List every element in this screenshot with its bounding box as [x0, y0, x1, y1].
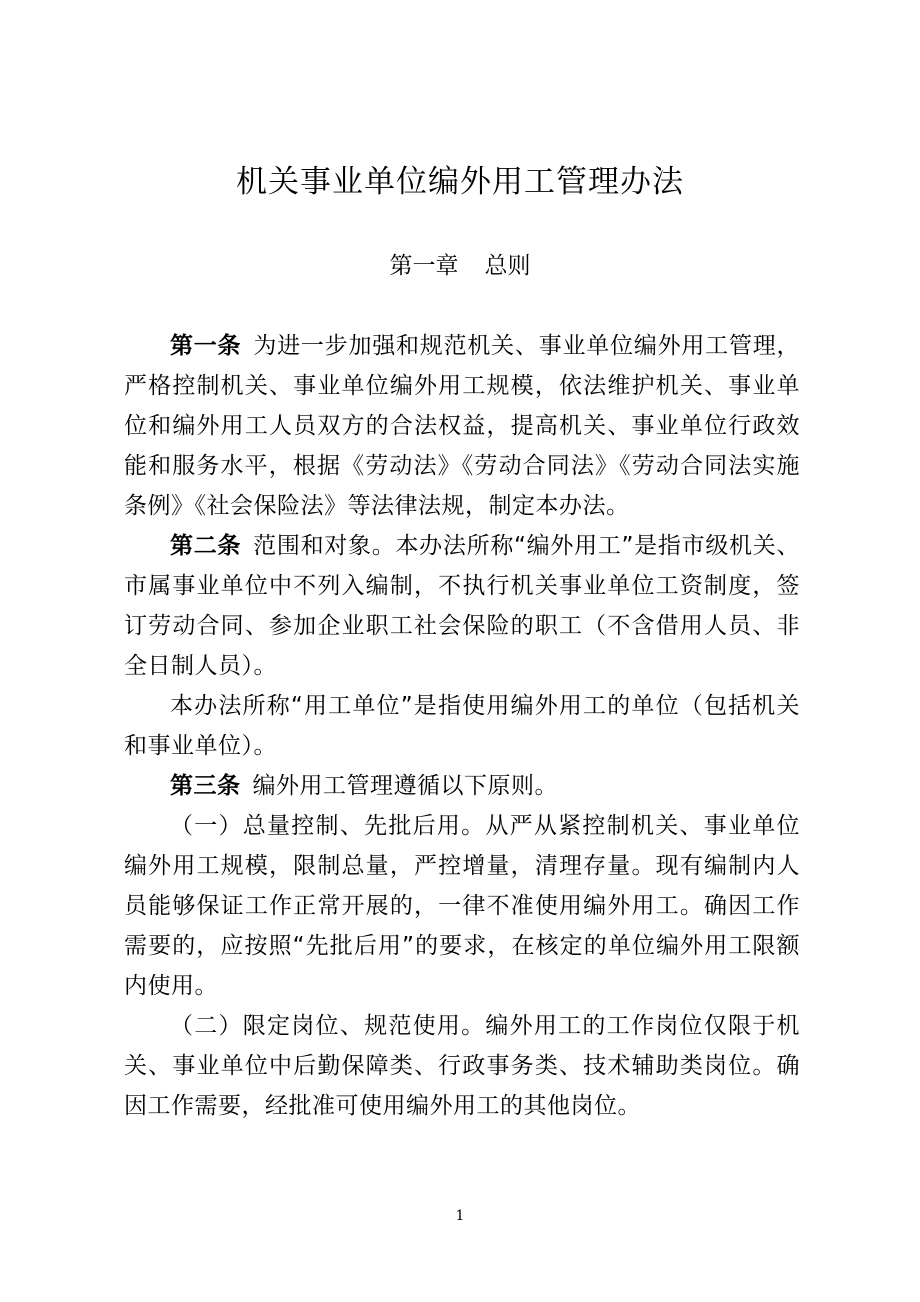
paragraph-principle-2 — [124, 1006, 800, 1126]
paragraph-employer-definition — [124, 686, 800, 766]
document-body — [124, 326, 800, 1126]
page-number: 1 — [455, 1208, 465, 1224]
paragraph-text: （一）总量控制、先批后用。从严从紧控制机关、事业单位编外用工规模，限制总量，严控增量，清理存量。现有编制内人员能够保证工作正常开展的，一律不准使用编外用工。确因工作需要的，应按照“先批后用”的要求，在核定的单位编外用工限额内使用。 — [124, 813, 800, 999]
paragraph-article-1 — [124, 326, 800, 526]
paragraph-article-3 — [124, 766, 800, 806]
paragraph-text: 本办法所称“用工单位”是指使用编外用工的单位（包括机关和事业单位）。 — [124, 693, 800, 759]
chapter-name: 总则 — [484, 253, 531, 279]
paragraph-text: （二）限定岗位、规范使用。编外用工的工作岗位仅限于机关、事业单位中后勤保障类、行政事务类、技术辅助类岗位。确因工作需要，经批准可使用编外用工的其他岗位。 — [124, 1013, 800, 1119]
document-title: 机关事业单位编外用工管理办法 — [236, 164, 684, 200]
paragraph-text: 为进一步加强和规范机关、事业单位编外用工管理，严格控制机关、事业单位编外用工规模，依法维护机关、事业单位和编外用工人员双方的合法权益，提高机关、事业单位行政效能和服务水平，根据《劳动法》《劳动合同法》《劳动合同法实施条例》《社会保险法》等法律法规，制定本办法。 — [124, 333, 801, 519]
paragraph-text: 范围和对象。本办法所称“编外用工”是指市级机关、市属事业单位中不列入编制，不执行机关事业单位工资制度，签订劳动合同、参加企业职工社会保险的职工（不含借用人员、非全日制人员）。 — [124, 533, 800, 679]
article-number: 第一条 — [170, 333, 242, 359]
article-number: 第二条 — [170, 533, 242, 559]
chapter-heading — [0, 248, 920, 284]
paragraph-article-2 — [124, 526, 800, 686]
paragraph-principle-1 — [124, 806, 800, 1006]
article-number: 第三条 — [170, 773, 241, 799]
paragraph-text: 编外用工管理遵循以下原则。 — [252, 773, 558, 799]
chapter-number: 第一章 — [389, 253, 459, 279]
